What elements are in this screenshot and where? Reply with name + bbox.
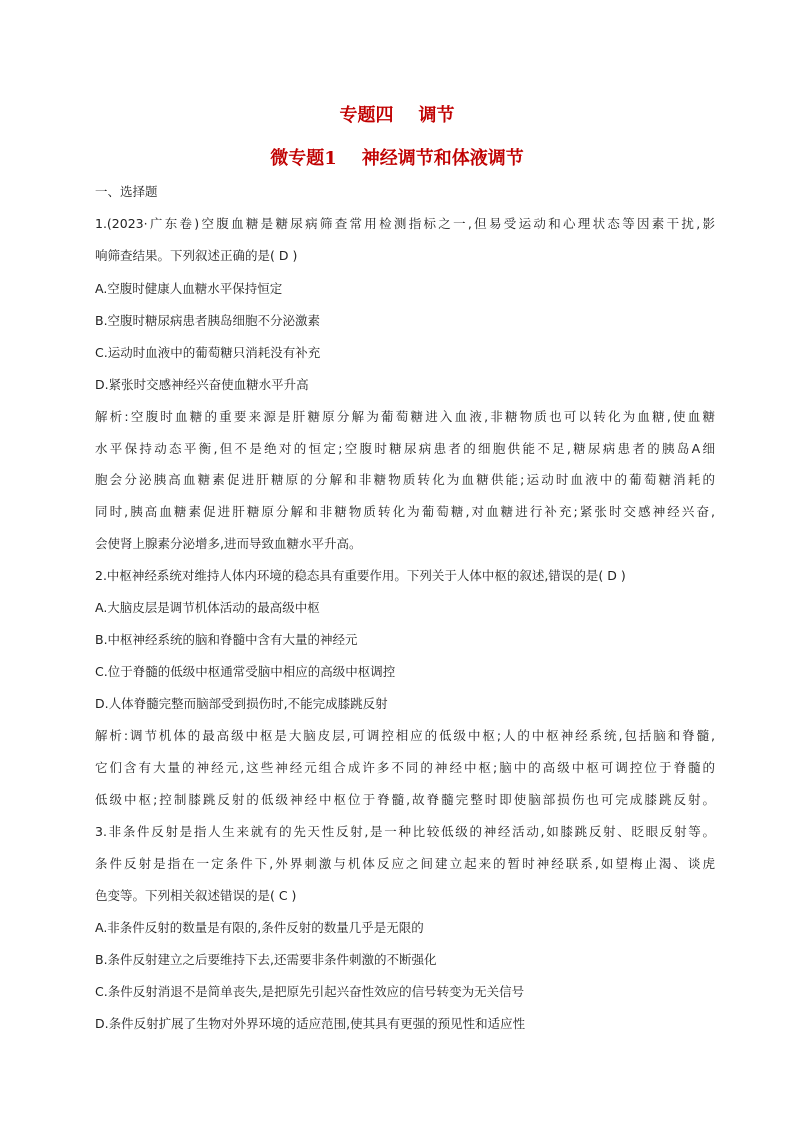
question-1-analysis-line-2: 水平保持动态平衡,但不是绝对的恒定;空腹时糖尿病患者的细胞供能不足,糖尿病患者的胰岛A细 — [95, 441, 715, 456]
question-3-option-a: A.非条件反射的数量是有限的,条件反射的数量几乎是无限的 — [95, 920, 424, 935]
question-2-option-b: B.中枢神经系统的脑和脊髓中含有大量的神经元 — [95, 632, 358, 647]
question-3-stem-line-1: 3.非条件反射是指人生来就有的先天性反射,是一种比较低级的神经活动,如膝跳反射、眨眼反射等。 — [95, 824, 715, 839]
question-1-analysis-line-4: 同时,胰高血糖素促进肝糖原分解和非糖物质转化为葡萄糖,对血糖进行补充;紧张时交感神经兴奋, — [95, 504, 715, 519]
question-1-option-c: C.运动时血液中的葡萄糖只消耗没有补充 — [95, 345, 321, 360]
question-3-stem-line-2: 条件反射是指在一定条件下,外界刺激与机体反应之间建立起来的暂时神经联系,如望梅止渴、谈虎 — [95, 856, 715, 871]
question-2-option-d: D.人体脊髓完整而脑部受到损伤时,不能完成膝跳反射 — [95, 696, 388, 711]
question-2-analysis-line-2: 它们含有大量的神经元,这些神经元组合成许多不同的神经中枢;脑中的高级中枢可调控位于脊髓的 — [95, 760, 715, 775]
question-1-analysis-line-3: 胞会分泌胰高血糖素促进肝糖原的分解和非糖物质转化为血糖供能;运动时血液中的葡萄糖消耗的 — [95, 472, 715, 487]
question-1-analysis-line-1: 解析:空腹时血糖的重要来源是肝糖原分解为葡萄糖进入血液,非糖物质也可以转化为血糖,使血糖 — [95, 409, 715, 424]
topic-title: 专题四 调节 — [339, 105, 455, 126]
question-2-analysis-line-1: 解析:调节机体的最高级中枢是大脑皮层,可调控相应的低级中枢;人的中枢神经系统,包括脑和脊髓, — [95, 728, 715, 743]
section-heading: 一、选择题 — [95, 184, 158, 199]
question-3-option-b: B.条件反射建立之后要维持下去,还需要非条件刺激的不断强化 — [95, 952, 437, 967]
question-1-option-a: A.空腹时健康人血糖水平保持恒定 — [95, 281, 283, 296]
question-1-analysis-line-5: 会使肾上腺素分泌增多,进而导致血糖水平升高。 — [95, 536, 362, 551]
question-1-stem-line-2: 响筛查结果。下列叙述正确的是( D ) — [95, 248, 298, 263]
question-2-stem-line-1: 2.中枢神经系统对维持人体内环境的稳态具有重要作用。下列关于人体中枢的叙述,错误的是( D ) — [95, 568, 626, 583]
question-2-option-a: A.大脑皮层是调节机体活动的最高级中枢 — [95, 600, 320, 615]
question-1-option-b: B.空腹时糖尿病患者胰岛细胞不分泌激素 — [95, 313, 321, 328]
question-1-option-d: D.紧张时交感神经兴奋使血糖水平升高 — [95, 377, 309, 392]
question-3-stem-line-3: 色变等。下列相关叙述错误的是( C ) — [95, 888, 297, 903]
question-3-option-c: C.条件反射消退不是简单丧失,是把原先引起兴奋性效应的信号转变为无关信号 — [95, 984, 525, 999]
question-3-option-d: D.条件反射扩展了生物对外界环境的适应范围,使其具有更强的预见性和适应性 — [95, 1016, 526, 1031]
question-2-option-c: C.位于脊髓的低级中枢通常受脑中相应的高级中枢调控 — [95, 664, 396, 679]
subtopic-title: 微专题1 神经调节和体液调节 — [270, 148, 524, 169]
question-1-stem-line-1: 1.(2023·广东卷)空腹血糖是糖尿病筛查常用检测指标之一,但易受运动和心理状态等因素干扰,影 — [95, 216, 715, 231]
question-2-analysis-line-3: 低级中枢;控制膝跳反射的低级神经中枢位于脊髓,故脊髓完整时即使脑部损伤也可完成膝跳反射。 — [95, 792, 715, 807]
